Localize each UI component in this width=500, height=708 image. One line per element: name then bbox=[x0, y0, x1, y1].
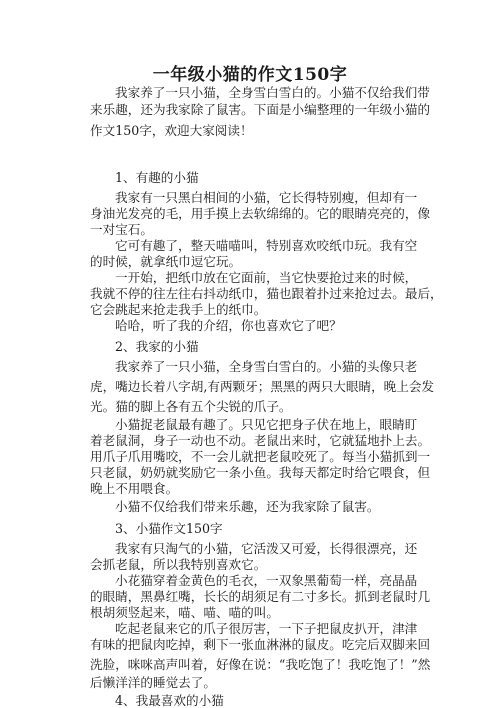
section-heading: 4、我最喜欢的小猫 bbox=[115, 693, 224, 708]
paragraph-line: 它可有趣了，整天喵喵叫，特别喜欢咬纸巾玩。我有空 bbox=[115, 238, 418, 253]
paragraph-line: 的眼睛，黑鼻红嘴，长长的胡须足有二寸多长。抓到老鼠时几 bbox=[90, 589, 431, 604]
paragraph-line: 的时候，就拿纸巾逗它玩。 bbox=[90, 254, 242, 269]
paragraph-line: 它会跳起来抢走我手上的纸巾。 bbox=[90, 302, 267, 317]
paragraph-line: 洗脸，咪咪高声叫着，好像在说：“我吃饱了！我吃饱了！”然 bbox=[90, 657, 431, 672]
section-heading: 1、有趣的小猫 bbox=[115, 170, 199, 185]
paragraph-line: 一对宝石。 bbox=[90, 222, 153, 237]
paragraph-line: 着老鼠洞，身子一动也不动。老鼠出来时，它就猛地扑上去。 bbox=[90, 433, 431, 448]
paragraph-line: 小猫不仅给我们带来乐趣，还为我家除了鼠害。 bbox=[115, 499, 380, 514]
paragraph-line: 小猫捉老鼠最有趣了。只见它把身子伏在地上，眼睛盯 bbox=[115, 417, 418, 432]
intro-line: 来乐趣，还为我家除了鼠害。下面是小编整理的一年级小猫的 bbox=[90, 102, 431, 117]
section-heading: 2、我家的小猫 bbox=[115, 339, 199, 354]
paragraph-line: 后懒洋洋的睡觉去了。 bbox=[90, 675, 216, 690]
paragraph-line: 光。猫的脚上各有五个尖锐的爪子。 bbox=[90, 399, 292, 414]
paragraph-line: 虎，嘴边长着八字胡,有两颗牙；黑黑的两只大眼睛，晚上会发 bbox=[90, 379, 435, 394]
paragraph-line: 我就不停的往左往右抖动纸巾，猫也跟着扑过来抢过去。最后， bbox=[90, 286, 443, 301]
paragraph-line: 有味的把鼠肉吃掉，剩下一张血淋淋的鼠皮。吃完后双脚来回 bbox=[90, 637, 431, 652]
paragraph-line: 根胡须竖起来，喵、喵、喵的叫。 bbox=[90, 605, 279, 620]
section-heading: 3、小猫作文150字 bbox=[115, 521, 223, 536]
paragraph-line: 晚上不用喂食。 bbox=[90, 481, 179, 496]
paragraph-line: 身油光发亮的毛，用手摸上去软绵绵的。它的眼睛亮亮的，像 bbox=[90, 206, 431, 221]
paragraph-line: 我家有只淘气的小猫，它活泼又可爱，长得很漂亮，还 bbox=[115, 541, 418, 556]
paragraph-line: 小花猫穿着金黄色的毛衣，一双象黑葡萄一样，亮晶晶 bbox=[115, 573, 418, 588]
paragraph-line: 用爪子爪用嘴咬，不一会儿就把老鼠咬死了。每当小猫抓到一 bbox=[90, 449, 431, 464]
paragraph-line: 我家有一只黑白相间的小猫，它长得特别瘦，但却有一 bbox=[115, 190, 418, 205]
intro-line: 我家养了一只小猫，全身雪白雪白的。小猫不仅给我们带 bbox=[115, 85, 430, 100]
paragraph-line: 哈哈，听了我的介绍，你也喜欢它了吧？ bbox=[115, 318, 342, 333]
intro-line: 作文150字，欢迎大家阅读！ bbox=[90, 123, 253, 138]
document-title: 一年级小猫的作文150字 bbox=[152, 65, 348, 85]
paragraph-line: 只老鼠，奶奶就奖励它一条小鱼。我每天都定时给它喂食，但 bbox=[90, 465, 431, 480]
paragraph-line: 我家养了一只小猫，全身雪白雪白的。小猫的头像只老 bbox=[115, 359, 418, 374]
paragraph-line: 会抓老鼠，所以我特别喜欢它。 bbox=[90, 557, 267, 572]
paragraph-line: 吃起老鼠来它的爪子很厉害，一下子把鼠皮扒开，津津 bbox=[115, 621, 418, 636]
paragraph-line: 一开始，把纸巾放在它面前，当它快要抢过来的时候， bbox=[115, 270, 418, 285]
